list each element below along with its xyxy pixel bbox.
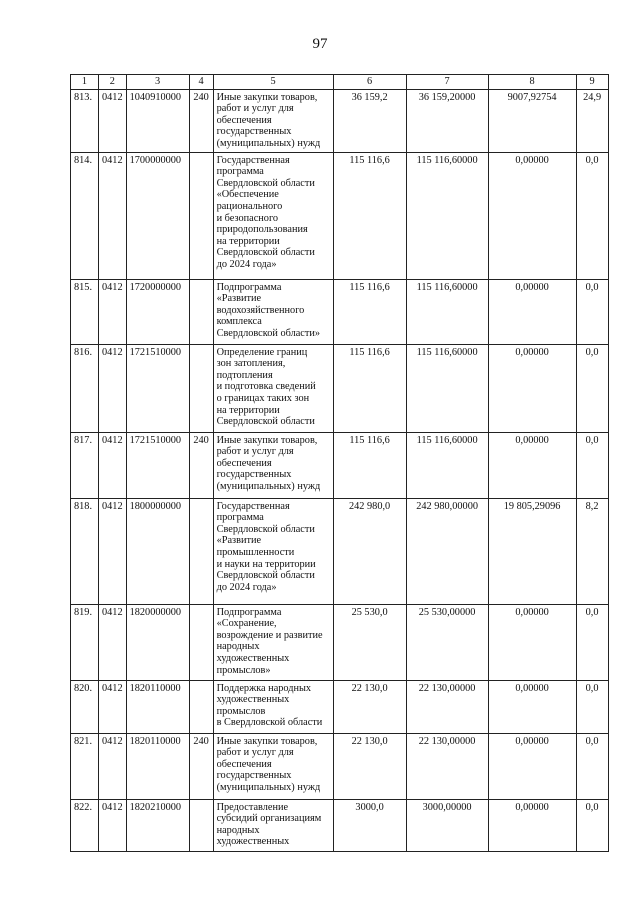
execution-percent-cell: 0,0 — [576, 152, 608, 279]
section-code-cell: 0412 — [99, 680, 127, 733]
section-code-cell: 0412 — [99, 432, 127, 498]
target-article-cell: 1721510000 — [126, 344, 189, 432]
executed-amount-cell: 0,00000 — [488, 344, 576, 432]
table-row — [71, 89, 609, 152]
executed-amount-cell: 0,00000 — [488, 152, 576, 279]
item-name-cell: Иные закупки товаров, работ и услуг для обеспечения государственных (муниципальных) нужд — [213, 89, 333, 152]
item-name-cell: Иные закупки товаров, работ и услуг для обеспечения государственных (муниципальных) нужд — [213, 733, 333, 799]
execution-percent-cell: 0,0 — [576, 733, 608, 799]
expense-type-cell — [189, 799, 213, 851]
plan-amount-cell: 115 116,60000 — [406, 152, 488, 279]
item-name-cell: Поддержка народных художественных промыслов в Свердловской области — [213, 680, 333, 733]
header-cell: 6 — [333, 75, 406, 90]
page-number: 97 — [312, 36, 328, 52]
execution-percent-cell: 0,0 — [576, 604, 608, 680]
row-number-cell: 816. — [71, 344, 99, 432]
execution-percent-cell: 0,0 — [576, 432, 608, 498]
table-row — [71, 680, 609, 733]
section-code-cell: 0412 — [99, 604, 127, 680]
execution-percent-cell: 0,0 — [576, 344, 608, 432]
item-name-cell: Подпрограмма «Развитие водохозяйственного комплекса Свердловской области» — [213, 279, 333, 344]
plan-amount-cell: 36 159,20000 — [406, 89, 488, 152]
approved-amount-cell: 3000,0 — [333, 799, 406, 851]
item-name-cell: Подпрограмма «Сохранение, возрождение и развитие народных художественных промыслов» — [213, 604, 333, 680]
executed-amount-cell: 9007,92754 — [488, 89, 576, 152]
table-row — [71, 604, 609, 680]
plan-amount-cell: 3000,00000 — [406, 799, 488, 851]
section-code-cell: 0412 — [99, 799, 127, 851]
target-article-cell: 1820000000 — [126, 604, 189, 680]
table-row — [71, 152, 609, 279]
expense-type-cell — [189, 498, 213, 604]
target-article-cell: 1700000000 — [126, 152, 189, 279]
header-cell: 9 — [576, 75, 608, 90]
executed-amount-cell: 0,00000 — [488, 432, 576, 498]
expense-type-cell — [189, 604, 213, 680]
table-row — [71, 498, 609, 604]
execution-percent-cell: 0,0 — [576, 680, 608, 733]
section-code-cell: 0412 — [99, 279, 127, 344]
row-number-cell: 815. — [71, 279, 99, 344]
item-name-cell: Государственная программа Свердловской области «Развитие промышленности и науки на территории Свердловской области до 2024 года» — [213, 498, 333, 604]
execution-percent-cell: 8,2 — [576, 498, 608, 604]
row-number-cell: 817. — [71, 432, 99, 498]
approved-amount-cell: 22 130,0 — [333, 680, 406, 733]
section-code-cell: 0412 — [99, 89, 127, 152]
execution-percent-cell: 0,0 — [576, 799, 608, 851]
approved-amount-cell: 115 116,6 — [333, 152, 406, 279]
header-cell: 1 — [71, 75, 99, 90]
executed-amount-cell: 19 805,29096 — [488, 498, 576, 604]
row-number-cell: 813. — [71, 89, 99, 152]
target-article-cell: 1720000000 — [126, 279, 189, 344]
table-row — [71, 344, 609, 432]
row-number-cell: 822. — [71, 799, 99, 851]
approved-amount-cell: 22 130,0 — [333, 733, 406, 799]
approved-amount-cell: 115 116,6 — [333, 344, 406, 432]
approved-amount-cell: 36 159,2 — [333, 89, 406, 152]
approved-amount-cell: 115 116,6 — [333, 432, 406, 498]
target-article-cell: 1800000000 — [126, 498, 189, 604]
item-name-cell: Определение границ зон затопления, подтопления и подготовка сведений о границах таких зон на территории Свердловской области — [213, 344, 333, 432]
table-row — [71, 432, 609, 498]
row-number-cell: 821. — [71, 733, 99, 799]
expense-type-cell: 240 — [189, 89, 213, 152]
approved-amount-cell: 115 116,6 — [333, 279, 406, 344]
section-code-cell: 0412 — [99, 733, 127, 799]
header-cell: 3 — [126, 75, 189, 90]
execution-percent-cell: 0,0 — [576, 279, 608, 344]
plan-amount-cell: 242 980,00000 — [406, 498, 488, 604]
target-article-cell: 1820210000 — [126, 799, 189, 851]
item-name-cell: Государственная программа Свердловской области «Обеспечение рационального и безопасного природопользования на территории Свердловской области до 2024 года» — [213, 152, 333, 279]
executed-amount-cell: 0,00000 — [488, 733, 576, 799]
plan-amount-cell: 115 116,60000 — [406, 432, 488, 498]
executed-amount-cell: 0,00000 — [488, 799, 576, 851]
header-row — [71, 75, 609, 90]
item-name-cell: Иные закупки товаров, работ и услуг для обеспечения государственных (муниципальных) нужд — [213, 432, 333, 498]
expense-type-cell — [189, 344, 213, 432]
header-cell: 5 — [213, 75, 333, 90]
budget-table — [70, 74, 609, 852]
section-code-cell: 0412 — [99, 344, 127, 432]
header-cell: 2 — [99, 75, 127, 90]
approved-amount-cell: 242 980,0 — [333, 498, 406, 604]
expense-type-cell: 240 — [189, 733, 213, 799]
row-number-cell: 820. — [71, 680, 99, 733]
row-number-cell: 818. — [71, 498, 99, 604]
executed-amount-cell: 0,00000 — [488, 279, 576, 344]
target-article-cell: 1820110000 — [126, 680, 189, 733]
item-name-cell: Предоставление субсидий организациям народных художественных — [213, 799, 333, 851]
target-article-cell: 1721510000 — [126, 432, 189, 498]
table-row — [71, 279, 609, 344]
execution-percent-cell: 24,9 — [576, 89, 608, 152]
plan-amount-cell: 115 116,60000 — [406, 279, 488, 344]
target-article-cell: 1820110000 — [126, 733, 189, 799]
header-cell: 8 — [488, 75, 576, 90]
expense-type-cell — [189, 152, 213, 279]
row-number-cell: 819. — [71, 604, 99, 680]
plan-amount-cell: 22 130,00000 — [406, 680, 488, 733]
approved-amount-cell: 25 530,0 — [333, 604, 406, 680]
header-cell: 7 — [406, 75, 488, 90]
expense-type-cell: 240 — [189, 432, 213, 498]
section-code-cell: 0412 — [99, 152, 127, 279]
plan-amount-cell: 22 130,00000 — [406, 733, 488, 799]
table-row — [71, 733, 609, 799]
expense-type-cell — [189, 680, 213, 733]
section-code-cell: 0412 — [99, 498, 127, 604]
table-row — [71, 799, 609, 851]
expense-type-cell — [189, 279, 213, 344]
executed-amount-cell: 0,00000 — [488, 604, 576, 680]
executed-amount-cell: 0,00000 — [488, 680, 576, 733]
header-cell: 4 — [189, 75, 213, 90]
target-article-cell: 1040910000 — [126, 89, 189, 152]
plan-amount-cell: 25 530,00000 — [406, 604, 488, 680]
row-number-cell: 814. — [71, 152, 99, 279]
plan-amount-cell: 115 116,60000 — [406, 344, 488, 432]
